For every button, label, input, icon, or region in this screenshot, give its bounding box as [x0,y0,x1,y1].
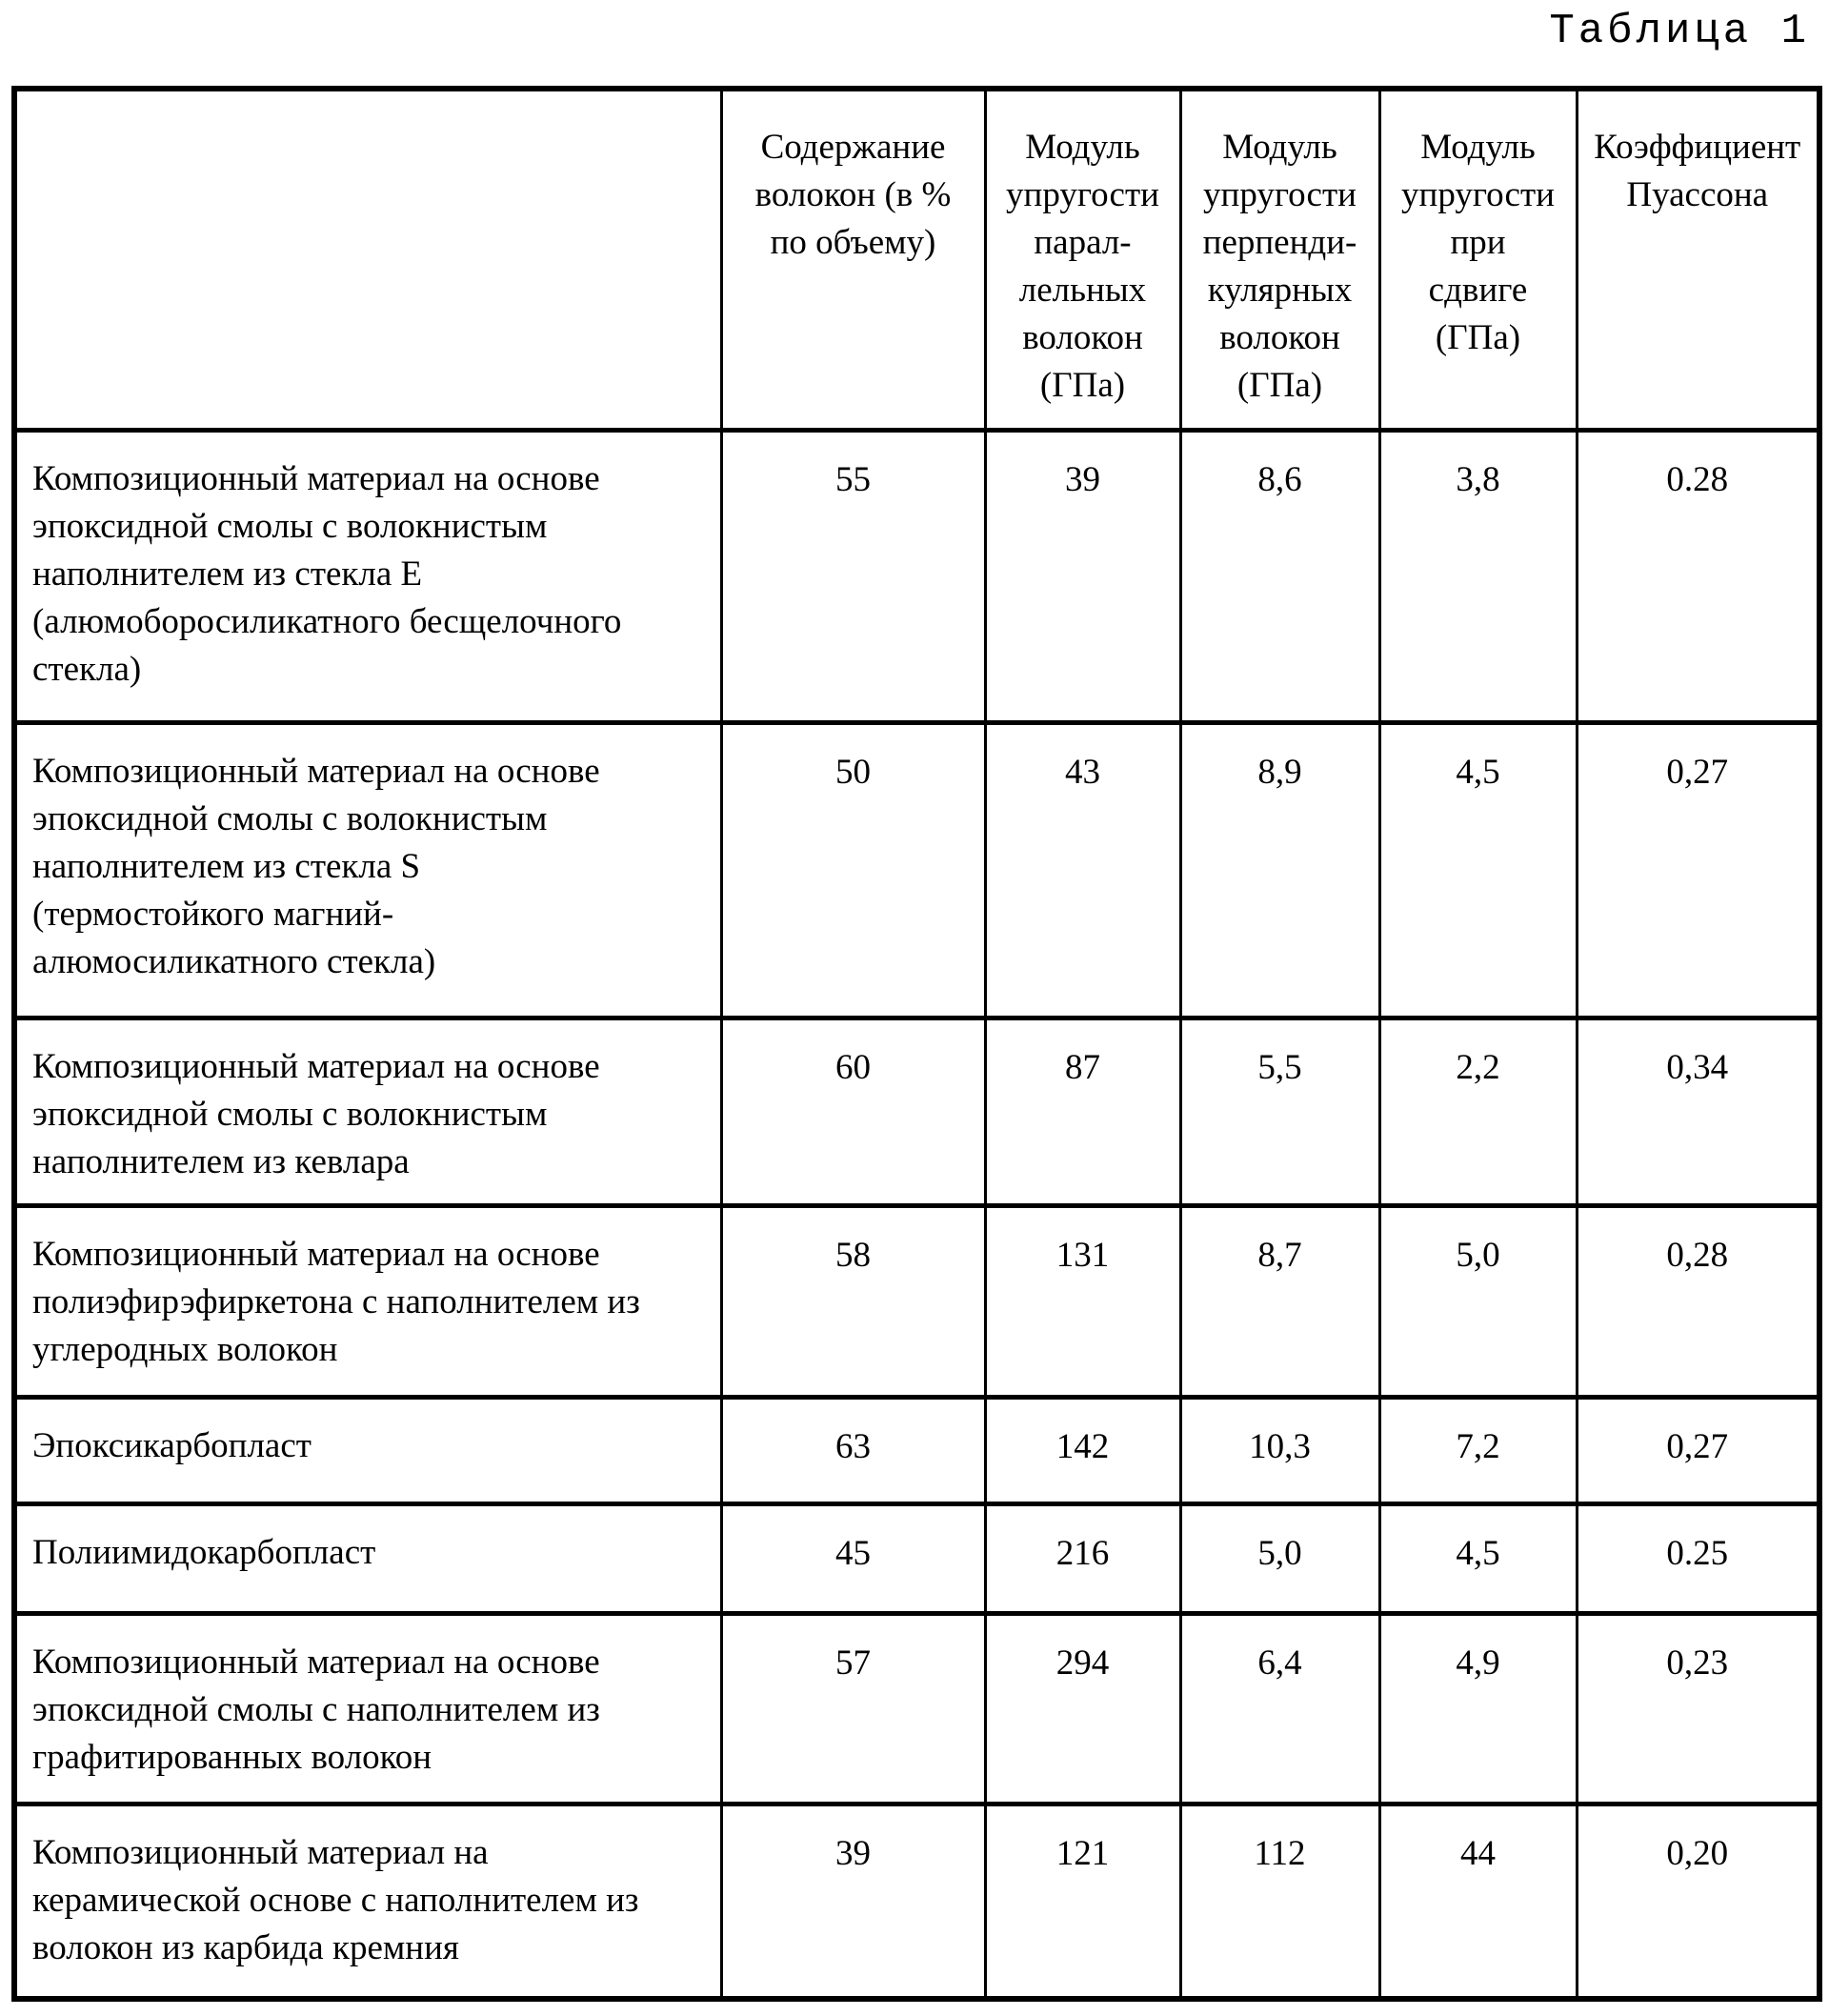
shear-modulus-cell: 3,8 [1379,430,1577,722]
material-cell: Композиционный материал на основе эпоксидной смолы с волокнистым наполнителем из стекла E (алюмоборосиликатного бесщелочного стекла) [14,430,721,722]
modulus-perpendicular-cell: 5,5 [1180,1018,1379,1205]
poisson-ratio-cell: 0,23 [1577,1613,1819,1804]
poisson-ratio-cell: 0,28 [1577,1205,1819,1397]
table-row [14,1503,1819,1613]
fiber-content-cell: 45 [721,1503,985,1613]
table-row [14,1018,1819,1205]
header-shear-modulus: Модуль упругости при сдвиге (ГПа) [1379,89,1577,430]
modulus-perpendicular-cell: 5,0 [1180,1503,1379,1613]
shear-modulus-cell: 4,9 [1379,1613,1577,1804]
table-row [14,1613,1819,1804]
table-row [14,1205,1819,1397]
modulus-parallel-cell: 216 [985,1503,1180,1613]
table-body [14,430,1819,1999]
poisson-ratio-cell: 0.28 [1577,430,1819,722]
header-row [14,89,1819,430]
material-cell: Композиционный материал на керамической основе с наполнителем из волокон из карбида кремния [14,1804,721,1999]
shear-modulus-cell: 4,5 [1379,1503,1577,1613]
material-cell: Композиционный материал на основе эпоксидной смолы с волокнистым наполнителем из кевлара [14,1018,721,1205]
fiber-content-cell: 50 [721,722,985,1018]
modulus-parallel-cell: 142 [985,1397,1180,1503]
fiber-content-cell: 57 [721,1613,985,1804]
poisson-ratio-cell: 0,20 [1577,1804,1819,1999]
modulus-perpendicular-cell: 6,4 [1180,1613,1379,1804]
header-modulus-parallel: Модуль упругости парал- лельных волокон (ГПа) [985,89,1180,430]
composite-materials-table [11,86,1822,2002]
header-modulus-perpendicular: Модуль упругости перпенди- кулярных волокон (ГПа) [1180,89,1379,430]
modulus-parallel-cell: 294 [985,1613,1180,1804]
modulus-parallel-cell: 87 [985,1018,1180,1205]
modulus-perpendicular-cell: 112 [1180,1804,1379,1999]
material-cell: Композиционный материал на основе полиэфирэфиркетона с наполнителем из углеродных волокон [14,1205,721,1397]
table-row [14,430,1819,722]
table-row [14,1397,1819,1503]
modulus-parallel-cell: 43 [985,722,1180,1018]
shear-modulus-cell: 5,0 [1379,1205,1577,1397]
modulus-perpendicular-cell: 8,7 [1180,1205,1379,1397]
modulus-perpendicular-cell: 8,9 [1180,722,1379,1018]
header-poisson-ratio: Коэффициент Пуассона [1577,89,1819,430]
poisson-ratio-cell: 0,27 [1577,1397,1819,1503]
poisson-ratio-cell: 0,34 [1577,1018,1819,1205]
shear-modulus-cell: 4,5 [1379,722,1577,1018]
modulus-parallel-cell: 39 [985,430,1180,722]
modulus-perpendicular-cell: 8,6 [1180,430,1379,722]
table-row [14,722,1819,1018]
table-row [14,1804,1819,1999]
fiber-content-cell: 55 [721,430,985,722]
header-material [14,89,721,430]
material-cell: Композиционный материал на основе эпоксидной смолы с волокнистым наполнителем из стекла S (термостойкого магний- алюмосиликатного стекла) [14,722,721,1018]
shear-modulus-cell: 44 [1379,1804,1577,1999]
table-header [14,89,1819,430]
shear-modulus-cell: 2,2 [1379,1018,1577,1205]
modulus-parallel-cell: 121 [985,1804,1180,1999]
modulus-perpendicular-cell: 10,3 [1180,1397,1379,1503]
fiber-content-cell: 39 [721,1804,985,1999]
fiber-content-cell: 58 [721,1205,985,1397]
poisson-ratio-cell: 0,27 [1577,722,1819,1018]
poisson-ratio-cell: 0.25 [1577,1503,1819,1613]
header-fiber-content: Содержание волокон (в % по объему) [721,89,985,430]
fiber-content-cell: 63 [721,1397,985,1503]
table-caption: Таблица 1 [1549,8,1810,55]
shear-modulus-cell: 7,2 [1379,1397,1577,1503]
material-cell: Эпоксикарбопласт [14,1397,721,1503]
modulus-parallel-cell: 131 [985,1205,1180,1397]
material-cell: Композиционный материал на основе эпоксидной смолы с наполнителем из графитированных волокон [14,1613,721,1804]
material-cell: Полиимидокарбопласт [14,1503,721,1613]
fiber-content-cell: 60 [721,1018,985,1205]
